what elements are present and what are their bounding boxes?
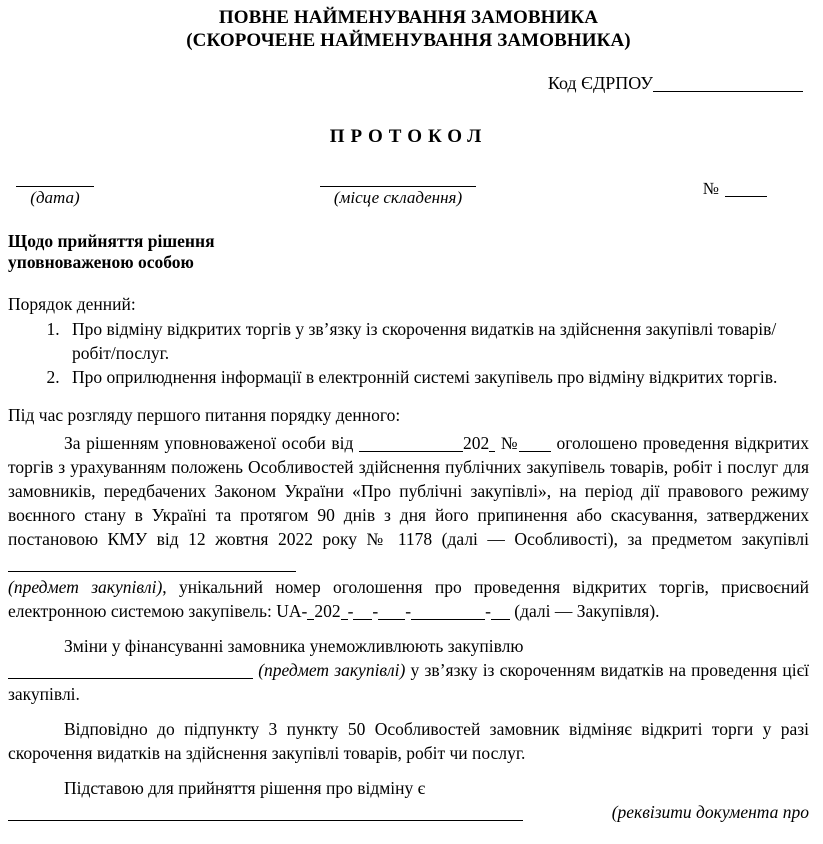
document-meta-row [8, 171, 809, 215]
grounds-blank-row [8, 800, 809, 824]
ua-segment-blank[interactable] [353, 619, 372, 620]
para1-text-2: оголошено проведення відкритих торгів з урахуванням положень Особливостей здійснення публічних закупівель товарів, робіт і послуг для замовників, передбачених Законом України «Про публічні закупівлі», на період дії правового режиму воєнного стану в Україні та протягом 90 днів з дня його припинення або скасування, затверджених постановою КМУ від 12 жовтня 2022 року № 1178 (далі — Особливості), за предметом закупівлі [8, 433, 809, 549]
date-blank[interactable] [16, 171, 94, 187]
paragraph-legal-basis: Відповідно до підпункту 3 пункту 50 Особливостей замовник відміняє відкриті торги у разі скорочення видатків на здійснення закупівлі товарів, робіт чи послуг. [8, 719, 809, 763]
document-number-blank[interactable] [725, 196, 767, 197]
page-title: ПРОТОКОЛ [329, 126, 488, 147]
ua-segment-blank[interactable] [341, 619, 348, 620]
para1-text-1: За рішенням уповноваженої особи від [64, 433, 360, 453]
paragraph-decision-cont: (предмет закупівлі), унікальний номер оголошення про проведення відкритих торгів, присвоєний електронною системою закупівель: UA- 202 - - - - (далі — Закупівля). [8, 577, 809, 621]
para4-text-1: Підставою для прийняття рішення про відміну є [64, 778, 426, 798]
edrpou-label: Код ЄДРПОУ [547, 73, 653, 93]
decision-year-blank[interactable] [489, 451, 495, 452]
subject-line-1: Щодо прийняття рішення [8, 231, 215, 251]
date-caption: (дата) [30, 188, 80, 207]
grounds-blank[interactable] [8, 820, 523, 821]
list-item: 2. Про оприлюднення інформації в електронній системі закупівель про відміну відкритих торгів. [64, 365, 809, 389]
decision-date-blank[interactable] [359, 451, 463, 452]
edrpou-blank[interactable] [653, 91, 803, 92]
edrpou-row [8, 72, 809, 94]
date-field[interactable] [16, 171, 94, 208]
ua-segment-blank[interactable] [491, 619, 510, 620]
paragraph-grounds [8, 776, 809, 800]
para1-text-3: , унікальний номер оголошення про проведення відкритих торгів, присвоєний електронною системою закупівель: [8, 577, 809, 621]
ua-prefix: UA- [276, 601, 308, 621]
subject-line-2: уповноваженою особою [8, 252, 194, 272]
organization-title [8, 6, 809, 52]
funding-subject-blank[interactable] [8, 678, 253, 679]
place-field[interactable] [320, 171, 476, 208]
list-item: 1. Про відміну відкритих торгів у зв’язку із скорочення видатків на здійснення закупівлі товарів/робіт/послуг. [64, 317, 809, 365]
ua-year: 202 [314, 601, 341, 621]
paragraph-funding-changes-cont [8, 658, 809, 706]
para2-subject-hint: (предмет закупівлі) [258, 660, 406, 680]
place-blank[interactable] [320, 171, 476, 187]
para1-number-label: № [500, 433, 519, 453]
first-question-intro: Під час розгляду першого питання порядку денного: [8, 405, 401, 425]
para1-subject-hint: (предмет закупівлі) [8, 577, 163, 597]
para1-year: 202 [463, 433, 490, 453]
procurement-subject-blank[interactable] [8, 571, 296, 572]
document-number-field[interactable] [703, 179, 767, 199]
document-number-label: № [702, 179, 719, 198]
paragraph-funding-changes [8, 634, 809, 658]
organization-short-name: (СКОРОЧЕНЕ НАЙМЕНУВАННЯ ЗАМОВНИКА) [186, 30, 631, 51]
place-caption: (місце складення) [333, 188, 463, 207]
ua-segment-blank[interactable] [378, 619, 405, 620]
paragraph-decision [8, 431, 809, 575]
decision-number-blank[interactable] [519, 451, 551, 452]
grounds-document-hint: (реквізити документа про [611, 802, 809, 822]
agenda-label: Порядок денний: [8, 294, 136, 314]
para2-text-2: у зв’язку із скороченням видатків на проведення цієї закупівлі. [8, 660, 809, 704]
ua-segment-blank[interactable] [411, 619, 485, 620]
para1-text-4: (далі — Закупівля). [509, 601, 660, 621]
subject-heading [8, 231, 809, 273]
document-page [0, 6, 823, 844]
para2-text-1: Зміни у фінансуванні замовника унеможливлюють закупівлю [64, 636, 524, 656]
organization-full-name: ПОВНЕ НАЙМЕНУВАННЯ ЗАМОВНИКА [218, 7, 599, 28]
agenda-list [8, 317, 809, 389]
